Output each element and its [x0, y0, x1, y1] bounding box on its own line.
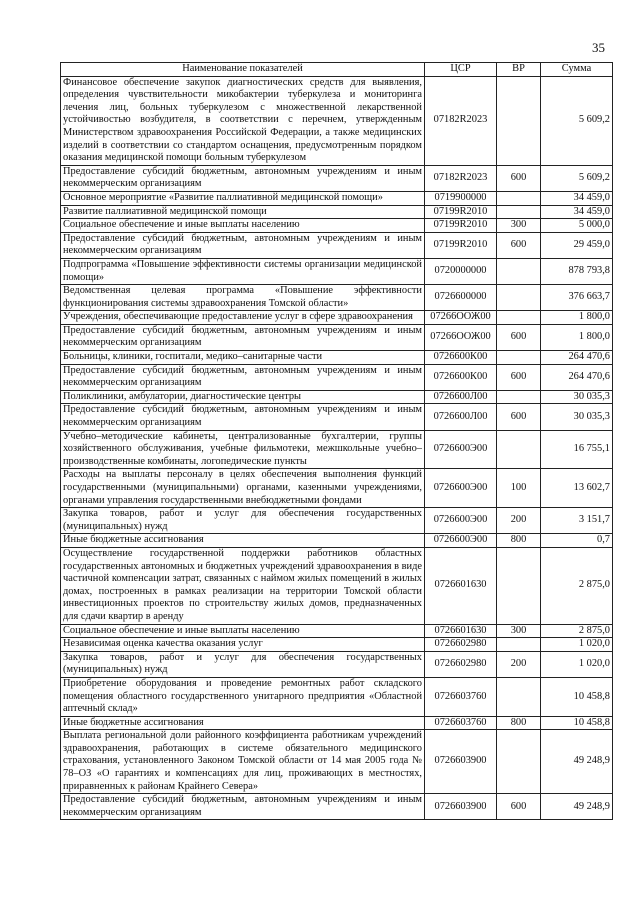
row-vr-cell [497, 677, 541, 716]
row-csr-cell: 07182R2023 [425, 76, 497, 165]
row-sum-cell: 5 609,2 [541, 165, 613, 191]
row-vr-cell [497, 285, 541, 311]
row-vr-cell: 200 [497, 508, 541, 534]
table-row [61, 232, 613, 258]
row-sum-cell: 10 458,8 [541, 677, 613, 716]
row-sum-cell: 1 020,0 [541, 651, 613, 677]
table-row [61, 534, 613, 548]
row-sum-cell: 5 000,0 [541, 219, 613, 233]
row-vr-cell [497, 638, 541, 652]
row-sum-cell: 16 755,1 [541, 430, 613, 469]
row-sum-cell: 1 800,0 [541, 311, 613, 325]
row-name-cell: Социальное обеспечение и иные выплаты населению [61, 219, 425, 233]
row-vr-cell: 600 [497, 794, 541, 820]
row-name-cell: Закупка товаров, работ и услуг для обеспечения государственных (муниципальных) нужд [61, 651, 425, 677]
table-row [61, 76, 613, 165]
row-sum-cell: 2 875,0 [541, 624, 613, 638]
row-csr-cell: 0726603900 [425, 730, 497, 794]
row-csr-cell: 0726600Э00 [425, 469, 497, 508]
row-sum-cell: 30 035,3 [541, 404, 613, 430]
column-header-vr: ВР [497, 63, 541, 77]
table-row [61, 364, 613, 390]
row-csr-cell: 0726600Э00 [425, 534, 497, 548]
row-csr-cell: 07199R2010 [425, 232, 497, 258]
row-name-cell: Социальное обеспечение и иные выплаты населению [61, 624, 425, 638]
table-row [61, 794, 613, 820]
table-row [61, 390, 613, 404]
row-sum-cell: 34 459,0 [541, 205, 613, 219]
row-name-cell: Основное мероприятие «Развитие паллиативной медицинской помощи» [61, 191, 425, 205]
row-csr-cell: 0726600К00 [425, 351, 497, 365]
row-vr-cell: 600 [497, 232, 541, 258]
row-vr-cell: 300 [497, 219, 541, 233]
row-name-cell: Финансовое обеспечение закупок диагностических средств для выявления, определения чувствительности микобактерии туберкулеза и мониторинга лечения лиц, больных туберкулезом с множественной лекарственной устойчивостью возбудителя, в соответствии с перечнем, утвержденным Министерством здравоохранения Российской Федерации, а также медицинских изделий в соответствии со стандартом оснащения, предусмотренным порядком оказания медицинской помощи больным туберкулезом [61, 76, 425, 165]
row-csr-cell: 0726601630 [425, 547, 497, 624]
table-row [61, 191, 613, 205]
row-name-cell: Поликлиники, амбулатории, диагностические центры [61, 390, 425, 404]
row-csr-cell: 0726603900 [425, 794, 497, 820]
row-name-cell: Ведомственная целевая программа «Повышение эффективности функционирования системы здравоохранения Томской области» [61, 285, 425, 311]
row-vr-cell [497, 191, 541, 205]
row-csr-cell: 0726600Л00 [425, 404, 497, 430]
table-row [61, 469, 613, 508]
row-csr-cell: 0726600000 [425, 285, 497, 311]
row-name-cell: Иные бюджетные ассигнования [61, 716, 425, 730]
table-row [61, 351, 613, 365]
row-name-cell: Выплата региональной доли районного коэффициента работникам учреждений здравоохранения, работающих в системе обязательного медицинского страхования, установленного Законом Томской области от 14 мая 2005 года № 78–ОЗ «О гарантиях и компенсациях для лиц, проживающих в местностях, приравненных к районам Крайнего Севера» [61, 730, 425, 794]
row-csr-cell: 07199R2010 [425, 205, 497, 219]
row-sum-cell: 10 458,8 [541, 716, 613, 730]
row-sum-cell: 3 151,7 [541, 508, 613, 534]
row-name-cell: Предоставление субсидий бюджетным, автономным учреждениям и иным некоммерческим организациям [61, 794, 425, 820]
table-row [61, 324, 613, 350]
row-csr-cell: 0719900000 [425, 191, 497, 205]
row-vr-cell: 100 [497, 469, 541, 508]
column-header-sum: Сумма [541, 63, 613, 77]
row-vr-cell [497, 205, 541, 219]
table-row [61, 716, 613, 730]
row-sum-cell: 34 459,0 [541, 191, 613, 205]
row-csr-cell: 07266ООЖ00 [425, 311, 497, 325]
row-sum-cell: 13 602,7 [541, 469, 613, 508]
row-csr-cell: 0726600К00 [425, 364, 497, 390]
table-row [61, 677, 613, 716]
row-csr-cell: 0726600Л00 [425, 390, 497, 404]
row-name-cell: Расходы на выплаты персоналу в целях обеспечения выполнения функций государственными (муниципальными) органами, казенными учреждениями, органами управления государственными внебюджетными фондами [61, 469, 425, 508]
table-row [61, 404, 613, 430]
row-vr-cell: 600 [497, 324, 541, 350]
row-vr-cell [497, 351, 541, 365]
row-name-cell: Предоставление субсидий бюджетным, автономным учреждениям и иным некоммерческим организациям [61, 404, 425, 430]
table-body [61, 76, 613, 820]
row-csr-cell: 0726602980 [425, 638, 497, 652]
row-name-cell: Учреждения, обеспечивающие предоставление услуг в сфере здравоохранения [61, 311, 425, 325]
row-sum-cell: 29 459,0 [541, 232, 613, 258]
table-row [61, 205, 613, 219]
row-name-cell: Осуществление государственной поддержки работников областных государственных автономных и бюджетных учреждений здравоохранения в виде частичной компенсации затрат, связанных с наймом жилых помещений в жилых домах, построенных в рамках реализации на территории Томской области инвестиционных проектов по строительству жилых домов, предназначенных для сдачи квартир в аренду [61, 547, 425, 624]
column-header-csr: ЦСР [425, 63, 497, 77]
row-csr-cell: 07199R2010 [425, 219, 497, 233]
row-csr-cell: 0720000000 [425, 258, 497, 284]
row-sum-cell: 1 800,0 [541, 324, 613, 350]
row-vr-cell [497, 76, 541, 165]
row-name-cell: Закупка товаров, работ и услуг для обеспечения государственных (муниципальных) нужд [61, 508, 425, 534]
row-sum-cell: 49 248,9 [541, 794, 613, 820]
row-vr-cell [497, 258, 541, 284]
row-csr-cell: 0726602980 [425, 651, 497, 677]
row-vr-cell: 600 [497, 165, 541, 191]
row-sum-cell: 0,7 [541, 534, 613, 548]
budget-table [60, 62, 613, 820]
row-name-cell: Предоставление субсидий бюджетным, автономным учреждениям и иным некоммерческим организациям [61, 165, 425, 191]
row-name-cell: Иные бюджетные ассигнования [61, 534, 425, 548]
table-header-row [61, 63, 613, 77]
row-csr-cell: 07266ООЖ00 [425, 324, 497, 350]
row-name-cell: Учебно–методические кабинеты, централизованные бухгалтерии, группы хозяйственного обслуживания, учебные фильмотеки, межшкольные учебно–производственные комбинаты, логопедические пункты [61, 430, 425, 469]
row-vr-cell: 600 [497, 404, 541, 430]
row-sum-cell: 2 875,0 [541, 547, 613, 624]
row-sum-cell: 264 470,6 [541, 364, 613, 390]
row-sum-cell: 5 609,2 [541, 76, 613, 165]
row-sum-cell: 878 793,8 [541, 258, 613, 284]
row-vr-cell: 200 [497, 651, 541, 677]
row-name-cell: Предоставление субсидий бюджетным, автономным учреждениям и иным некоммерческим организациям [61, 232, 425, 258]
row-sum-cell: 49 248,9 [541, 730, 613, 794]
column-header-name: Наименование показателей [61, 63, 425, 77]
row-csr-cell: 0726600Э00 [425, 430, 497, 469]
table-row [61, 311, 613, 325]
row-vr-cell [497, 430, 541, 469]
row-name-cell: Приобретение оборудования и проведение ремонтных работ складского помещения областного государственного унитарного предприятия «Областной аптечный склад» [61, 677, 425, 716]
row-sum-cell: 30 035,3 [541, 390, 613, 404]
row-vr-cell: 300 [497, 624, 541, 638]
table-row [61, 624, 613, 638]
table-row [61, 430, 613, 469]
row-csr-cell: 0726603760 [425, 677, 497, 716]
row-name-cell: Предоставление субсидий бюджетным, автономным учреждениям и иным некоммерческим организациям [61, 324, 425, 350]
row-sum-cell: 376 663,7 [541, 285, 613, 311]
table-row [61, 219, 613, 233]
row-name-cell: Предоставление субсидий бюджетным, автономным учреждениям и иным некоммерческим организациям [61, 364, 425, 390]
row-vr-cell: 800 [497, 534, 541, 548]
row-sum-cell: 1 020,0 [541, 638, 613, 652]
row-vr-cell: 800 [497, 716, 541, 730]
row-vr-cell: 600 [497, 364, 541, 390]
table-row [61, 285, 613, 311]
row-vr-cell [497, 547, 541, 624]
row-name-cell: Подпрограмма «Повышение эффективности системы организации медицинской помощи» [61, 258, 425, 284]
table-row [61, 651, 613, 677]
row-csr-cell: 0726600Э00 [425, 508, 497, 534]
row-csr-cell: 0726601630 [425, 624, 497, 638]
table-row [61, 165, 613, 191]
row-vr-cell [497, 730, 541, 794]
row-vr-cell [497, 311, 541, 325]
table-row [61, 730, 613, 794]
table-row [61, 547, 613, 624]
row-name-cell: Развитие паллиативной медицинской помощи [61, 205, 425, 219]
page-number: 35 [592, 40, 605, 55]
table-row [61, 508, 613, 534]
row-csr-cell: 0726603760 [425, 716, 497, 730]
row-csr-cell: 07182R2023 [425, 165, 497, 191]
row-name-cell: Независимая оценка качества оказания услуг [61, 638, 425, 652]
table-row [61, 638, 613, 652]
row-name-cell: Больницы, клиники, госпитали, медико–санитарные части [61, 351, 425, 365]
table-row [61, 258, 613, 284]
row-vr-cell [497, 390, 541, 404]
row-sum-cell: 264 470,6 [541, 351, 613, 365]
